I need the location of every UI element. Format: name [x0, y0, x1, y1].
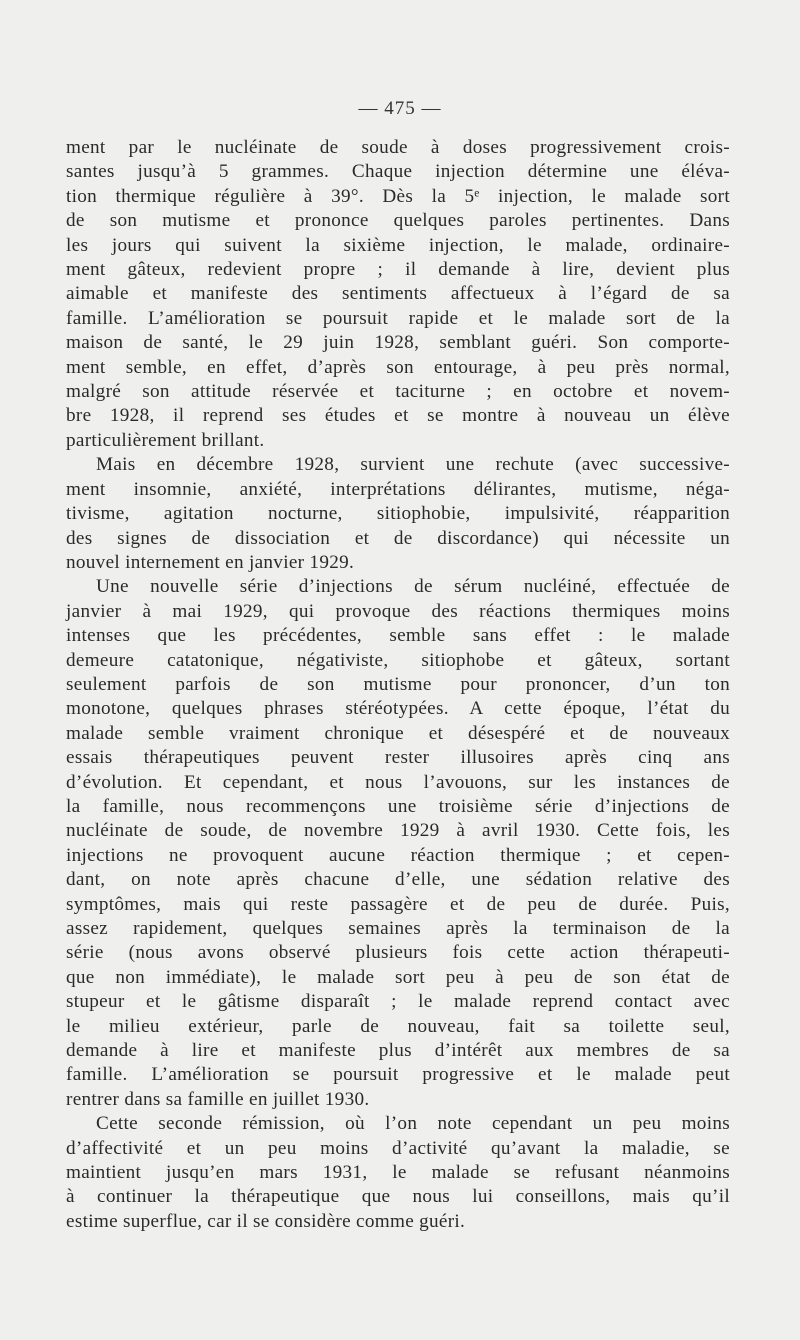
page-number: — 475 —: [358, 98, 442, 119]
text-line: monotone, quelques phrases stéréotypées. A cette époque, l’état du: [66, 698, 730, 720]
text-line: de son mutisme et prononce quelques paroles pertinentes. Dans: [66, 210, 730, 232]
text-line: Cette seconde rémission, où l’on note cependant un peu moins: [96, 1113, 730, 1135]
text-line: à continuer la thérapeutique que nous lui conseillons, mais qu’il: [66, 1186, 730, 1208]
text-line: santes jusqu’à 5 grammes. Chaque injection détermine une éléva-: [66, 161, 730, 183]
paragraph: [66, 1112, 730, 1234]
text-line: bre 1928, il reprend ses études et se montre à nouveau un élève: [66, 405, 730, 427]
text-line: injections ne provoquent aucune réaction thermique ; et cepen-: [66, 844, 730, 866]
text-line: tion thermique régulière à 39°. Dès la 5ᵉ injection, le malade sort: [66, 185, 730, 207]
text-line: famille. L’amélioration se poursuit rapide et le malade sort de la: [66, 307, 730, 329]
text-line: tivisme, agitation nocturne, sitiophobie, impulsivité, réapparition: [66, 503, 730, 525]
text-line: demande à lire et manifeste plus d’intérêt aux membres de sa: [66, 1040, 730, 1062]
text-line: malgré son attitude réservée et taciturne ; en octobre et novem-: [66, 381, 730, 403]
text-line: que non immédiate), le malade sort peu à peu de son état de: [66, 966, 730, 988]
text-line: Une nouvelle série d’injections de sérum nucléiné, effectuée de: [96, 576, 730, 598]
text-line: famille. L’amélioration se poursuit progressive et le malade peut: [66, 1064, 730, 1086]
text-line: série (nous avons observé plusieurs fois cette action thérapeuti-: [66, 942, 730, 964]
text-line: la famille, nous recommençons une troisième série d’injections de: [66, 795, 730, 817]
text-line: malade semble vraiment chronique et désespéré et de nouveaux: [66, 722, 730, 744]
text-line: assez rapidement, quelques semaines après la terminaison de la: [66, 918, 730, 939]
text-line: rentrer dans sa famille en juillet 1930.: [66, 1088, 370, 1110]
text-line: seulement parfois de son mutisme pour prononcer, d’un ton: [66, 673, 730, 695]
text-line: nucléinate de soude, de novembre 1929 à avril 1930. Cette fois, les: [66, 820, 730, 842]
text-line: dant, on note après chacune d’elle, une sédation relative des: [66, 869, 730, 891]
paragraph: [66, 453, 730, 575]
text-line: les jours qui suivent la sixième injection, le malade, ordinaire-: [66, 234, 730, 256]
text-line: intenses que les précédentes, semble sans effet : le malade: [66, 625, 730, 647]
paragraph: [66, 575, 730, 1112]
text-line: maintient jusqu’en mars 1931, le malade se refusant néanmoins: [66, 1162, 730, 1184]
text-line: particulièrement brillant.: [66, 429, 265, 451]
body-text: [66, 136, 730, 1234]
text-line: stupeur et le gâtisme disparaît ; le malade reprend contact avec: [66, 991, 730, 1013]
text-line: demeure catatonique, négativiste, sitiophobe et gâteux, sortant: [66, 649, 730, 671]
text-line: d’évolution. Et cependant, et nous l’avouons, sur les instances de: [66, 771, 730, 793]
text-line: d’affectivité et un peu moins d’activité qu’avant la maladie, se: [66, 1137, 730, 1159]
text-line: nouvel internement en janvier 1929.: [66, 551, 355, 573]
text-line: ment semble, en effet, d’après son entourage, à peu près normal,: [66, 356, 730, 378]
text-line: estime superflue, car il se considère comme guéri.: [66, 1210, 466, 1232]
text-line: aimable et manifeste des sentiments affectueux à l’égard de sa: [66, 283, 730, 305]
text-line: maison de santé, le 29 juin 1928, semblant guéri. Son comporte-: [66, 332, 730, 354]
text-line: ment par le nucléinate de soude à doses progressivement crois-: [66, 137, 730, 158]
text-line: des signes de dissociation et de discordance) qui nécessite un: [66, 527, 730, 549]
text-line: Mais en décembre 1928, survient une rechute (avec successive-: [96, 454, 730, 476]
paragraph: [66, 136, 730, 453]
text-line: essais thérapeutiques peuvent rester illusoires après cinq ans: [66, 747, 730, 769]
text-line: ment gâteux, redevient propre ; il demande à lire, devient plus: [66, 259, 730, 281]
text-line: janvier à mai 1929, qui provoque des réactions thermiques moins: [66, 600, 730, 622]
text-line: le milieu extérieur, parle de nouveau, fait sa toilette seul,: [66, 1015, 730, 1037]
text-line: symptômes, mais qui reste passagère et de peu de durée. Puis,: [66, 893, 730, 915]
text-line: ment insomnie, anxiété, interprétations délirantes, mutisme, néga-: [66, 478, 730, 500]
